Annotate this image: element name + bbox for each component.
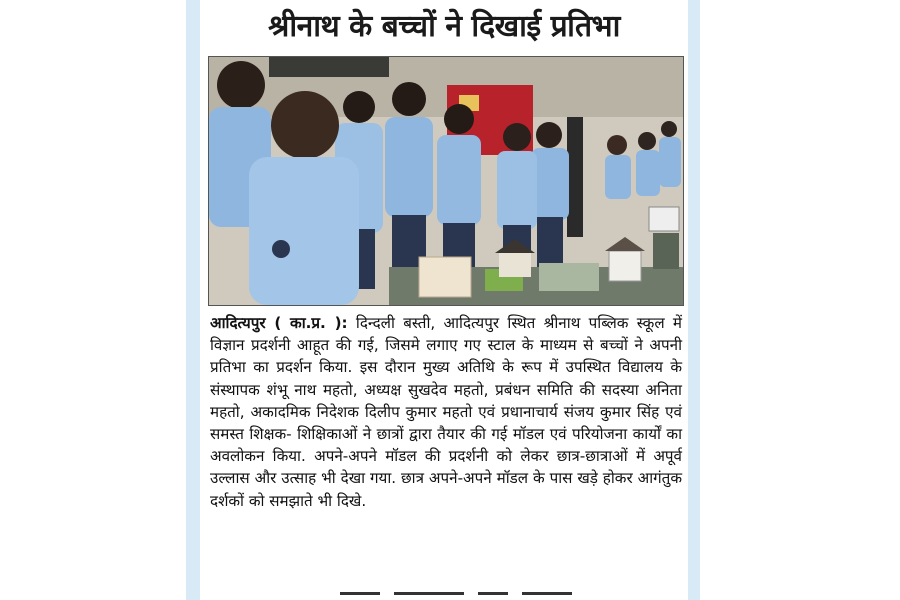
article-dateline: आदित्यपुर ( का.प्र. ): (210, 314, 348, 332)
headline: श्रीनाथ के बच्चों ने दिखाई प्रतिभा (268, 9, 620, 44)
article-text: दिन्दली बस्ती, आदित्यपुर स्थित श्रीनाथ पब्लिक स्कूल में विज्ञान प्रदर्शनी आहूत की गई, जिसमे लगाए गए स्टाल के माध्यम से बच्चों ने अपनी प्रतिभा का प्रदर्शन किया. इस दौरान मुख्य अतिथि के रूप में उपस्थित विद्यालय के संस्थापक शंभू नाथ महतो, अध्यक्ष सुखदेव महतो, प्रबंधन समिति की सदस्या अनिता महतो, अकादमिक निदेशक दिलीप कुमार महतो एवं प्रधानाचार्य संजय कुमार सिंह एवं समस्त शिक्षक- शिक्षिकाओं ने छात्रों द्वारा तैयार की गई मॉडल एवं परियोजना कार्यों का अवलोकन किया. अपने-अपने मॉडल की प्रदर्शनी को लेकर छात्र-छात्राओं में अपूर्व उल्लास और उत्साह भी देखा गया. छात्र अपने-अपने मॉडल के पास खड़े होकर आगंतुक दर्शकों को समझाते भी दिखे. (210, 314, 682, 510)
news-photo (208, 56, 684, 306)
clipping-paper (200, 0, 688, 600)
cutoff-next-article (340, 592, 600, 598)
article-body (210, 312, 682, 512)
news-clipping (186, 0, 700, 600)
